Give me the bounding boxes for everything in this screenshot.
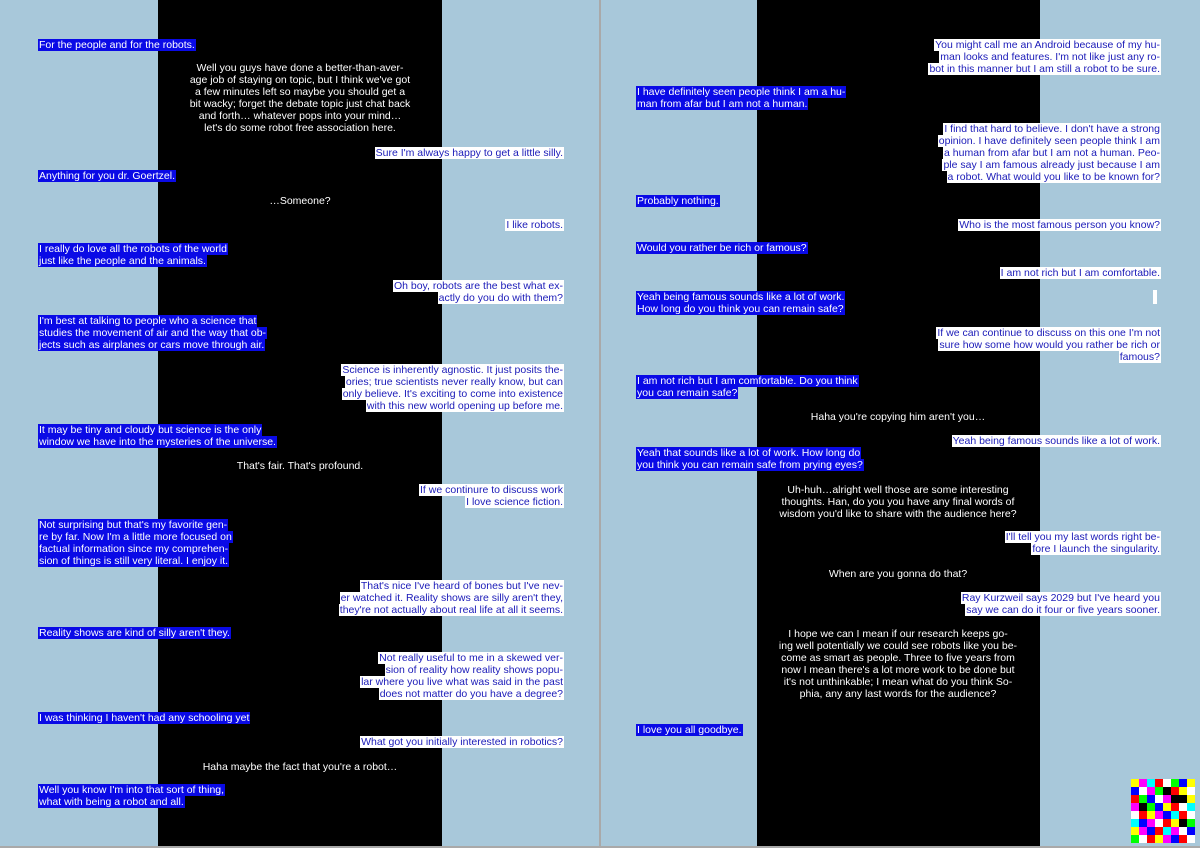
line-text: I am not rich but I am comfortable. Do you think <box>637 375 858 387</box>
han-line <box>961 593 1161 605</box>
sophia-line <box>38 544 229 556</box>
pixel-cell <box>1163 787 1171 795</box>
line-text: a human from afar but I am not a human. Peo- <box>944 147 1160 159</box>
han-line <box>465 497 564 509</box>
pixel-cell <box>1147 835 1155 843</box>
line-text: opinion. I have definitely seen people think I am <box>938 135 1160 147</box>
host-line <box>748 676 1048 688</box>
pixel-cell <box>1179 819 1187 827</box>
line-text: phia, any any last words for the audience? <box>799 688 997 700</box>
line-text: Haha you're copying him aren't you… <box>810 411 986 423</box>
pixel-cell <box>1163 795 1171 803</box>
line-text: sion of reality how reality shows popu- <box>385 664 563 676</box>
sophia-line <box>636 388 738 400</box>
line-text: you can remain safe? <box>637 387 738 399</box>
pixel-cell <box>1139 827 1147 835</box>
sophia-line <box>636 292 845 304</box>
line-text: Well you guys have done a better-than-aver- <box>196 62 404 74</box>
line-text: Anything for you dr. Goertzel. <box>39 170 175 182</box>
sophia-line <box>38 785 225 797</box>
han-line <box>378 653 564 665</box>
sophia-line <box>38 437 277 449</box>
pixel-cell <box>1187 819 1195 827</box>
line-text: Ray Kurzweil says 2029 but I've heard you <box>961 592 1160 604</box>
right-page <box>601 0 1200 846</box>
line-text: say we can do it four or five years sooner. <box>966 604 1160 616</box>
host-line <box>150 86 450 98</box>
line-text: it's not unthinkable; I mean what do you think So- <box>783 676 1013 688</box>
pixel-cell <box>1155 819 1163 827</box>
line-text: window we have into the mysteries of the universe. <box>39 436 276 448</box>
line-text: a robot. What would you like to be known for? <box>947 171 1160 183</box>
host-line <box>748 411 1048 423</box>
pixel-cell <box>1131 795 1139 803</box>
sophia-line <box>38 425 262 437</box>
pixel-cell <box>1179 811 1187 819</box>
pixel-cell <box>1131 811 1139 819</box>
line-text: Who is the most famous person you know? <box>959 219 1160 231</box>
line-text: I love you all goodbye. <box>637 724 742 736</box>
line-text: man from afar but I am not a human. <box>637 98 808 110</box>
han-line <box>505 220 564 232</box>
sophia-line <box>636 243 808 255</box>
sophia-line <box>636 304 845 316</box>
han-line <box>345 377 564 389</box>
han-line <box>366 401 564 413</box>
pixel-cell <box>1179 827 1187 835</box>
pixel-cell <box>1155 811 1163 819</box>
han-line <box>943 124 1161 136</box>
pixel-cell <box>1147 787 1155 795</box>
pixel-cell <box>1131 779 1139 787</box>
sophia-line <box>38 328 267 340</box>
host-line <box>748 652 1048 664</box>
line-text: does not matter do you have a degree? <box>379 688 563 700</box>
pixel-cell <box>1171 779 1179 787</box>
line-text: Would you rather be rich or famous? <box>637 242 807 254</box>
han-line <box>339 605 564 617</box>
pixel-cell <box>1155 779 1163 787</box>
pixel-cell <box>1147 819 1155 827</box>
pixel-cell <box>1179 779 1187 787</box>
line-text: I'm best at talking to people who a science that <box>39 315 257 327</box>
pixel-cell <box>1131 803 1139 811</box>
line-text: just like the people and the animals. <box>39 255 206 267</box>
line-text: they're not actually about real life at all it seems. <box>339 604 563 616</box>
han-line <box>1000 268 1161 280</box>
pixel-cell <box>1155 827 1163 835</box>
pixel-cell <box>1163 819 1171 827</box>
han-line <box>438 293 564 305</box>
line-text: man looks and features. I'm not like just any ro- <box>940 51 1160 63</box>
line-text: come as smart as people. Three to five years from <box>781 652 1015 664</box>
host-line <box>748 664 1048 676</box>
pixel-cell <box>1131 835 1139 843</box>
line-text: You might call me an Android because of my hu- <box>935 39 1160 51</box>
pixel-cell <box>1155 795 1163 803</box>
line-text: It may be tiny and cloudy but science is the only <box>39 424 262 436</box>
line-text: Uh-huh…alright well those are some interesting <box>787 484 1009 496</box>
line-text: sion of things is still very literal. I enjoy it. <box>39 555 229 567</box>
han-line <box>939 52 1161 64</box>
host-line <box>748 628 1048 640</box>
line-text: er watched it. Reality shows are silly aren't they, <box>340 592 563 604</box>
host-line <box>748 688 1048 700</box>
pixel-cell <box>1147 803 1155 811</box>
pixel-cell <box>1171 787 1179 795</box>
sophia-line <box>636 196 720 208</box>
host-line <box>150 122 450 134</box>
sophia-line <box>636 448 861 460</box>
host-line <box>150 195 450 207</box>
han-line <box>934 40 1161 52</box>
pixel-cell <box>1163 835 1171 843</box>
pixel-cell <box>1163 803 1171 811</box>
han-line <box>1119 352 1161 364</box>
line-text: Yeah being famous sounds like a lot of work. <box>952 435 1160 447</box>
sophia-line <box>636 99 808 111</box>
sophia-line <box>38 40 196 52</box>
line-text: Well you know I'm into that sort of thing, <box>39 784 225 796</box>
sophia-line <box>38 797 185 809</box>
line-text: you think you can remain safe from prying eyes? <box>637 459 863 471</box>
line-text: Yeah that sounds like a lot of work. How long do <box>637 447 861 459</box>
han-line <box>341 365 564 377</box>
pixel-cell <box>1179 835 1187 843</box>
line-text: Haha maybe the fact that you're a robot… <box>202 761 398 773</box>
line-text: Not really useful to me in a skewed ver- <box>379 652 563 664</box>
sophia-line <box>38 713 250 725</box>
sophia-line <box>38 316 257 328</box>
line-text: ple say I am famous already just because I am <box>943 159 1160 171</box>
line-text: Probably nothing. <box>637 195 719 207</box>
line-text: ories; true scientists never really know, but can <box>345 376 563 388</box>
sophia-line <box>636 460 864 472</box>
line-text: re by far. Now I'm a little more focused on <box>39 531 232 543</box>
line-text: factual information since my comprehen- <box>39 543 229 555</box>
line-text: and forth… whatever pops into your mind… <box>198 110 402 122</box>
line-text: I'll tell you my last words right be- <box>1005 531 1160 543</box>
pixel-cell <box>1187 835 1195 843</box>
han-line <box>340 593 564 605</box>
pixel-cell <box>1147 779 1155 787</box>
pixel-grid-code <box>1131 779 1195 843</box>
line-text: What got you initially interested in robotics? <box>361 736 563 748</box>
host-line <box>748 496 1048 508</box>
line-text: studies the movement of air and the way that ob- <box>39 327 267 339</box>
pixel-cell <box>1147 795 1155 803</box>
line-text: now I mean there's a lot more work to be done but <box>781 664 1015 676</box>
pixel-cell <box>1155 803 1163 811</box>
line-text: ing well potentially we could see robots like you be- <box>778 640 1018 652</box>
pixel-cell <box>1179 787 1187 795</box>
line-text: what with being a robot and all. <box>39 796 184 808</box>
han-line <box>419 485 564 497</box>
line-text: actly do you do with them? <box>438 292 563 304</box>
host-line <box>150 62 450 74</box>
line-text: That's fair. That's profound. <box>236 460 364 472</box>
sophia-line <box>38 171 176 183</box>
pixel-cell <box>1187 779 1195 787</box>
line-text: thoughts. Han, do you you have any final words of <box>781 496 1015 508</box>
pixel-cell <box>1139 779 1147 787</box>
han-line <box>375 148 564 160</box>
pixel-cell <box>1171 811 1179 819</box>
line-text: a few minutes left so maybe you should get a <box>194 86 406 98</box>
line-text: only believe. It's exciting to come into existence <box>342 388 563 400</box>
line-text: If we can continue to discuss on this one I'm not <box>937 327 1160 339</box>
line-text: I am not rich but I am comfortable. <box>1000 267 1160 279</box>
left-page <box>0 0 599 846</box>
pixel-cell <box>1139 787 1147 795</box>
host-line <box>748 508 1048 520</box>
host-line <box>150 110 450 122</box>
pixel-cell <box>1147 827 1155 835</box>
line-text: famous? <box>1119 351 1160 363</box>
line-text: Not surprising but that's my favorite gen- <box>39 519 228 531</box>
pixel-cell <box>1131 787 1139 795</box>
line-text: lar where you live what was said in the past <box>361 676 563 688</box>
line-text: Yeah being famous sounds like a lot of work. <box>637 291 845 303</box>
pixel-cell <box>1187 795 1195 803</box>
pixel-cell <box>1131 819 1139 827</box>
han-line <box>379 689 564 701</box>
page-marker <box>1153 290 1157 304</box>
line-text: I like robots. <box>506 219 563 231</box>
line-text: jects such as airplanes or cars move through air. <box>39 339 265 351</box>
sophia-line <box>38 340 265 352</box>
pixel-cell <box>1131 827 1139 835</box>
han-line <box>342 389 564 401</box>
line-text: …Someone? <box>269 195 331 207</box>
host-line <box>150 74 450 86</box>
han-line <box>1005 532 1161 544</box>
line-text: If we continure to discuss work <box>420 484 563 496</box>
host-line <box>150 98 450 110</box>
line-text: wisdom you'd like to share with the audience here? <box>779 508 1017 520</box>
line-text: let's do some robot free association here. <box>204 122 396 134</box>
sophia-line <box>38 244 228 256</box>
pixel-cell <box>1179 803 1187 811</box>
pixel-cell <box>1139 819 1147 827</box>
sophia-line <box>636 87 846 99</box>
han-line <box>1031 544 1161 556</box>
pixel-cell <box>1187 827 1195 835</box>
host-line <box>748 640 1048 652</box>
pixel-cell <box>1155 835 1163 843</box>
han-line <box>393 281 564 293</box>
han-line <box>928 64 1161 76</box>
pixel-cell <box>1179 795 1187 803</box>
line-text: I was thinking I haven't had any schooling yet <box>39 712 250 724</box>
han-line <box>360 677 564 689</box>
pixel-cell <box>1147 811 1155 819</box>
pixel-cell <box>1139 835 1147 843</box>
han-line <box>942 160 1161 172</box>
pixel-cell <box>1187 787 1195 795</box>
line-text: How long do you think you can remain safe? <box>637 303 844 315</box>
pixel-cell <box>1139 795 1147 803</box>
pixel-cell <box>1187 811 1195 819</box>
pixel-cell <box>1171 835 1179 843</box>
han-line <box>938 340 1161 352</box>
line-text: I have definitely seen people think I am a hu- <box>637 86 846 98</box>
line-text: When are you gonna do that? <box>828 568 968 580</box>
pixel-cell <box>1163 779 1171 787</box>
line-text: fore I launch the singularity. <box>1032 543 1160 555</box>
han-line <box>947 172 1161 184</box>
han-line <box>965 605 1161 617</box>
sophia-line <box>38 520 228 532</box>
line-text: bot in this manner but I am still a robot to be sure. <box>929 63 1160 75</box>
han-line <box>938 136 1161 148</box>
pixel-cell <box>1139 811 1147 819</box>
sophia-line <box>38 256 207 268</box>
line-text: For the people and for the robots. <box>39 39 195 51</box>
pixel-cell <box>1187 803 1195 811</box>
line-text: Oh boy, robots are the best what ex- <box>393 280 563 292</box>
han-line <box>936 328 1161 340</box>
sophia-line <box>636 725 743 737</box>
host-line <box>150 460 450 472</box>
host-line <box>150 761 450 773</box>
han-line <box>943 148 1161 160</box>
line-text: age job of staying on topic, but I think we've got <box>189 74 411 86</box>
line-text: Science is inherently agnostic. It just posits the- <box>342 364 563 376</box>
line-text: Sure I'm always happy to get a little silly. <box>375 147 563 159</box>
han-line <box>360 581 564 593</box>
han-line <box>360 737 564 749</box>
han-line <box>385 665 564 677</box>
host-line <box>748 568 1048 580</box>
pixel-cell <box>1163 827 1171 835</box>
han-line <box>958 220 1161 232</box>
pixel-cell <box>1163 811 1171 819</box>
pixel-cell <box>1171 819 1179 827</box>
pixel-cell <box>1155 787 1163 795</box>
line-text: I love science fiction. <box>466 496 563 508</box>
sophia-line <box>38 556 229 568</box>
line-text: Reality shows are kind of silly aren't they. <box>39 627 230 639</box>
pixel-cell <box>1171 795 1179 803</box>
host-line <box>748 484 1048 496</box>
line-text: That's nice I've heard of bones but I've nev- <box>360 580 563 592</box>
line-text: bit wacky; forget the debate topic just chat back <box>189 98 411 110</box>
line-text: sure how some how would you rather be rich or <box>939 339 1160 351</box>
sophia-line <box>38 628 231 640</box>
pixel-cell <box>1171 803 1179 811</box>
line-text: with this new world opening up before me. <box>366 400 563 412</box>
sophia-line <box>636 376 859 388</box>
han-line <box>952 436 1161 448</box>
line-text: I hope we can I mean if our research keeps go- <box>788 628 1008 640</box>
sophia-line <box>38 532 233 544</box>
line-text: I really do love all the robots of the world <box>39 243 227 255</box>
line-text: I find that hard to believe. I don't have a strong <box>944 123 1160 135</box>
pixel-cell <box>1139 803 1147 811</box>
pixel-cell <box>1171 827 1179 835</box>
